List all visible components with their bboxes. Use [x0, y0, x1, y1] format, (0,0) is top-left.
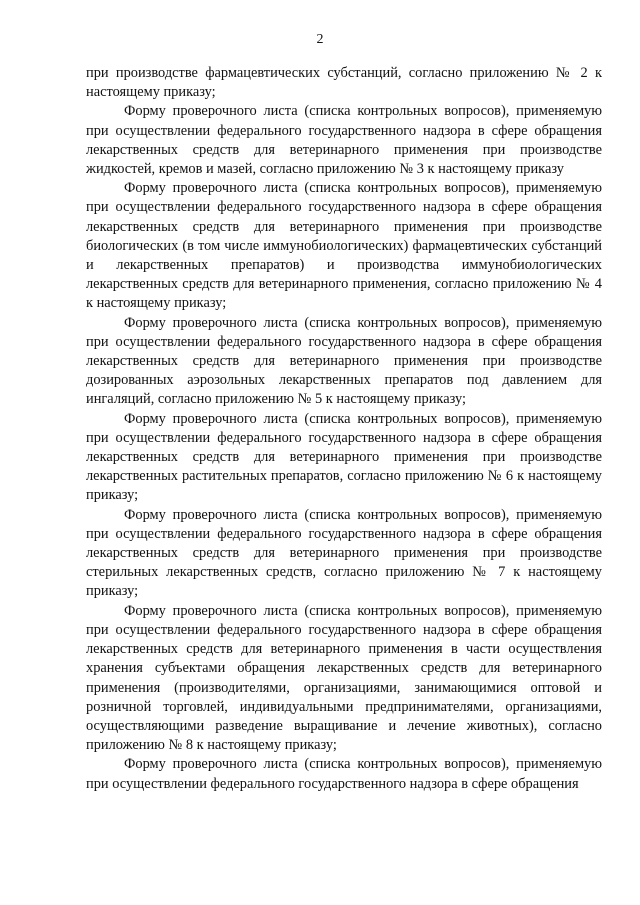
- paragraph-4: Форму проверочного листа (списка контрольных вопросов), применяемую при осуществлении федерального государственного надзора в сфере обращения лекарственных средств для ветеринарного применения при производстве дозированных аэрозольных лекарственных препаратов под давлением для ингаляций, согласно приложению № 5 к настоящему приказу;: [86, 314, 602, 408]
- page-number: 2: [316, 32, 324, 47]
- paragraph-6: Форму проверочного листа (списка контрольных вопросов), применяемую при осуществлении федерального государственного надзора в сфере обращения лекарственных средств для ветеринарного применения при производстве стерильных лекарственных средств, согласно приложению № 7 к настоящему приказу;: [86, 506, 602, 600]
- paragraph-2: Форму проверочного листа (списка контрольных вопросов), применяемую при осуществлении федерального государственного надзора в сфере обращения лекарственных средств для ветеринарного применения при производстве жидкостей, кремов и мазей, согласно приложению № 3 к настоящему приказу: [86, 103, 602, 178]
- paragraph-7: Форму проверочного листа (списка контрольных вопросов), применяемую при осуществлении федерального государственного надзора в сфере обращения лекарственных средств для ветеринарного применения в части осуществления хранения субъектами обращения лекарственных средств для ветеринарного применения (производителями, организациями, занимающимися оптовой и розничной торговлей, индивидуальными предпринимателями, организациями, осуществляющими разведение выращивание и лечение животных), согласно приложению № 8 к настоящему приказу;: [86, 602, 602, 754]
- paragraph-5: Форму проверочного листа (списка контрольных вопросов), применяемую при осуществлении федерального государственного надзора в сфере обращения лекарственных средств для ветеринарного применения при производстве лекарственных растительных препаратов, согласно приложению № 6 к настоящему приказу;: [86, 410, 602, 504]
- document-body: [86, 64, 602, 794]
- paragraph-8: Форму проверочного листа (списка контрольных вопросов), применяемую при осуществлении федерального государственного надзора в сфере обращения: [86, 756, 602, 792]
- paragraph-3: Форму проверочного листа (списка контрольных вопросов), применяемую при осуществлении федерального государственного надзора в сфере обращения лекарственных средств для ветеринарного применения при производстве биологических (в том числе иммунобиологических) фармацевтических субстанций и лекарственных препаратов) и производства иммунобиологических лекарственных средств для ветеринарного применения, согласно приложению № 4 к настоящему приказу;: [86, 180, 602, 312]
- paragraph-1: при производстве фармацевтических субстанций, согласно приложению № 2 к настоящему приказу;: [86, 65, 602, 101]
